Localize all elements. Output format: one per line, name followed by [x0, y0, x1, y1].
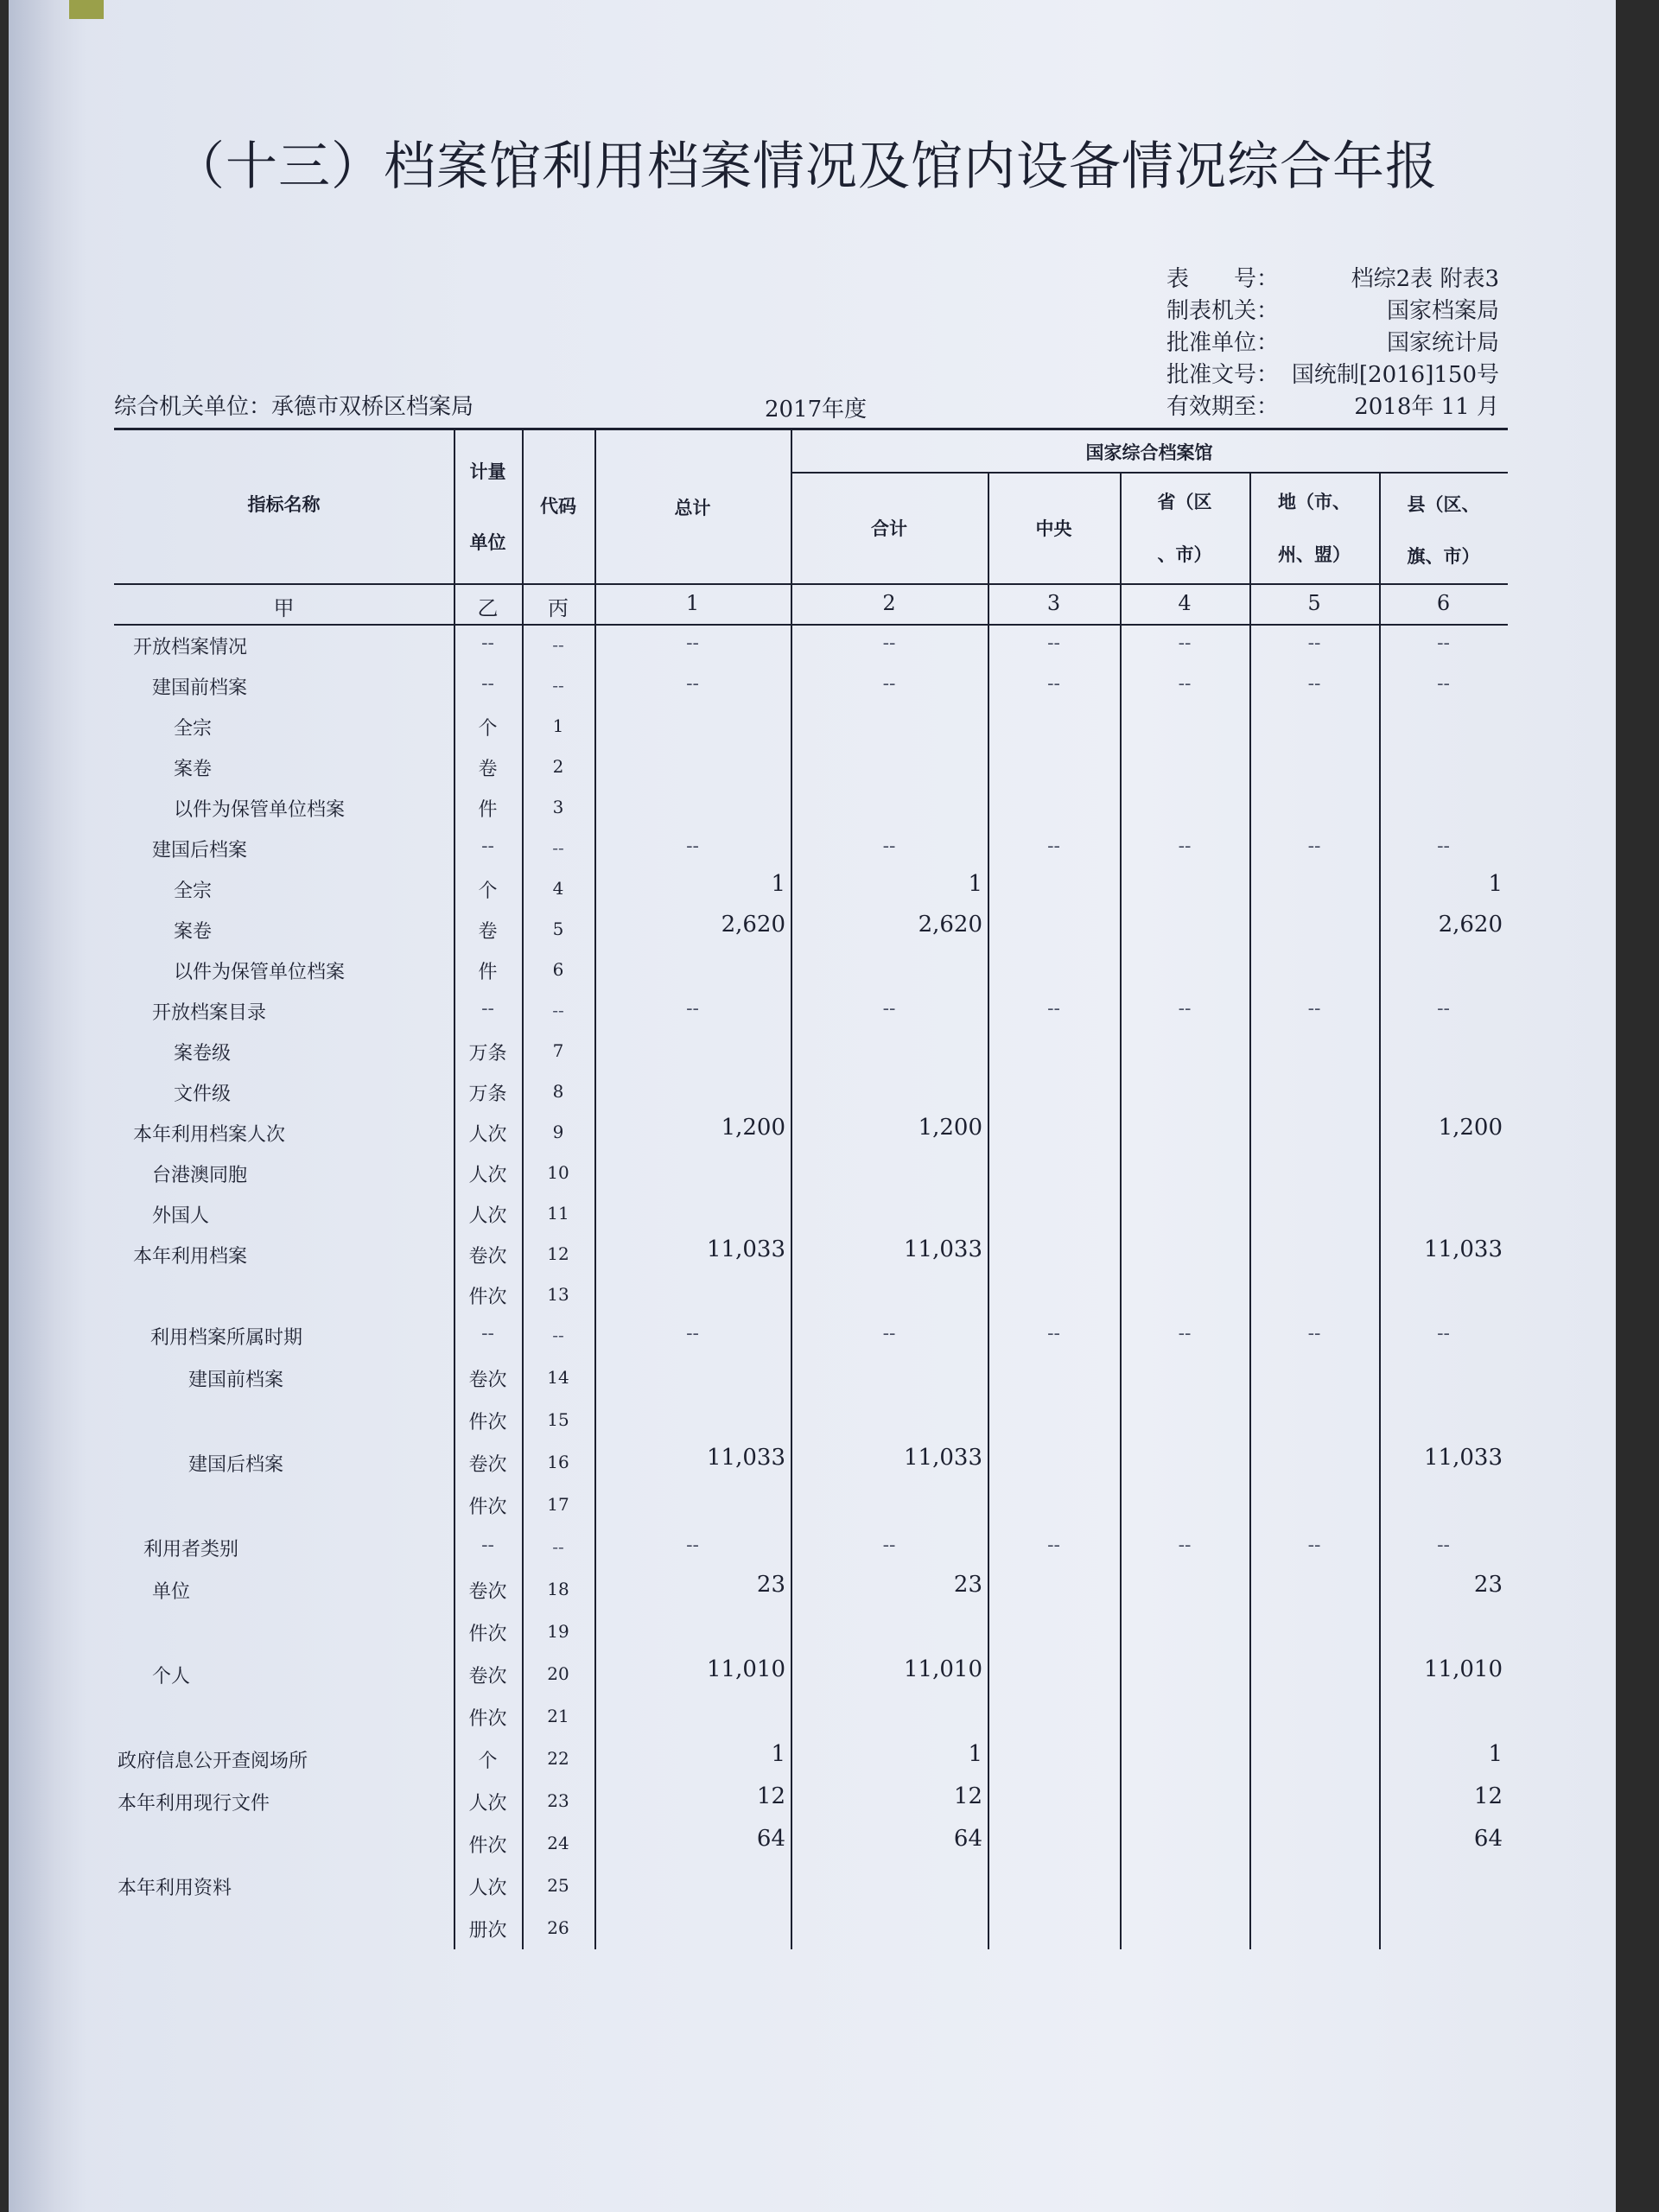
value-cell: 12	[1473, 1783, 1503, 1809]
meta-label: 表 号：	[1166, 266, 1280, 292]
unit-cell: 卷次	[468, 1581, 507, 1603]
value-dash: --	[1437, 632, 1450, 654]
value-dash: --	[1178, 998, 1192, 1020]
unit-cell: 件次	[468, 1287, 507, 1308]
meta-value: 国家统计局	[1386, 330, 1499, 356]
value-cell: 12	[756, 1783, 785, 1809]
unit-cell: --	[481, 673, 494, 695]
value-dash: --	[686, 1323, 699, 1344]
value-dash: --	[882, 673, 896, 695]
indicator-name: 开放档案目录	[152, 1002, 267, 1024]
value-cell: 11,033	[707, 1445, 785, 1471]
indicator-name: 全宗	[174, 718, 213, 740]
indicator-name: 利用者类别	[143, 1539, 239, 1560]
value-cell: 64	[953, 1826, 982, 1852]
value-dash: --	[1047, 673, 1060, 695]
value-dash: --	[882, 632, 896, 654]
value-cell: 23	[953, 1572, 982, 1598]
indicator-name: 单位	[152, 1581, 191, 1603]
code-cell: 25	[547, 1875, 569, 1896]
code-cell: 20	[547, 1663, 569, 1684]
value-dash: --	[1047, 998, 1060, 1020]
code-cell: 26	[547, 1917, 569, 1938]
header-province: 、市）	[1157, 544, 1212, 565]
indicator-name: 外国人	[152, 1205, 210, 1227]
indicator-name: 本年利用档案	[133, 1246, 248, 1268]
meta-label: 批准文号：	[1166, 362, 1280, 388]
value-cell: 11,010	[707, 1656, 785, 1682]
value-dash: --	[1307, 998, 1321, 1020]
unit-cell: 件	[478, 799, 498, 821]
value-dash: --	[686, 632, 699, 654]
value-cell: 1	[1488, 1741, 1503, 1767]
header-group: 国家综合档案馆	[1085, 442, 1213, 463]
header-sum: 合计	[871, 518, 907, 539]
indicator-name: 建国后档案	[152, 840, 248, 861]
code-cell: --	[552, 837, 564, 858]
indicator-name: 建国前档案	[152, 677, 248, 699]
column-index: 1	[685, 591, 700, 615]
value-cell: 2,620	[1438, 912, 1503, 938]
meta-value: 国家档案局	[1386, 298, 1499, 324]
code-cell: 19	[547, 1621, 569, 1642]
value-dash: --	[882, 1323, 896, 1344]
value-cell: 2,620	[918, 912, 982, 938]
table-rule	[791, 429, 792, 1949]
code-cell: 8	[552, 1081, 564, 1102]
value-dash: --	[1178, 673, 1192, 695]
unit-cell: 卷	[478, 759, 498, 780]
meta-value: 国统制[2016]150号	[1291, 362, 1499, 388]
value-dash: --	[1047, 836, 1060, 857]
unit-cell: 个	[478, 880, 498, 902]
value-dash: --	[1178, 1323, 1192, 1344]
meta-value: 档综2表 附表3	[1351, 266, 1499, 292]
code-cell: 22	[547, 1748, 569, 1769]
value-dash: --	[686, 673, 699, 695]
value-cell: 64	[756, 1826, 785, 1852]
value-cell: 1	[1488, 871, 1503, 897]
unit-cell: 卷	[478, 921, 498, 943]
header-province: 省（区	[1157, 492, 1212, 512]
indicator-name: 建国前档案	[188, 1370, 284, 1391]
unit-cell: 件	[478, 962, 498, 983]
value-dash: --	[1307, 632, 1321, 654]
indicator-name: 台港澳同胞	[152, 1165, 248, 1186]
header-unit: 计量	[469, 461, 506, 482]
code-cell: 11	[547, 1203, 569, 1224]
column-index: 2	[882, 591, 896, 615]
value-cell: 11,010	[904, 1656, 982, 1682]
unit-cell: 卷次	[468, 1666, 507, 1688]
value-cell: 1	[771, 871, 785, 897]
value-cell: 1	[968, 871, 982, 897]
header-unit: 单位	[469, 532, 506, 553]
unit-cell: --	[481, 836, 494, 857]
value-dash: --	[1437, 1535, 1450, 1556]
meta-value: 2018年 11 月	[1354, 394, 1499, 420]
code-cell: 12	[547, 1243, 569, 1264]
code-cell: 2	[552, 756, 564, 777]
value-dash: --	[1178, 1535, 1192, 1556]
value-dash: --	[1437, 1323, 1450, 1344]
indicator-name: 本年利用现行文件	[118, 1793, 270, 1815]
value-cell: 1,200	[918, 1115, 982, 1141]
value-cell: 11,033	[1424, 1445, 1503, 1471]
value-dash: --	[1307, 1535, 1321, 1556]
value-cell: 11,033	[904, 1236, 982, 1262]
unit-cell: --	[481, 1535, 494, 1556]
unit-cell: 卷次	[468, 1454, 507, 1476]
unit-cell: 人次	[468, 1878, 507, 1899]
header-prefecture: 地（市、	[1278, 492, 1351, 512]
meta-row	[1166, 264, 1499, 296]
unit-cell: 人次	[468, 1124, 507, 1146]
table-rule	[114, 583, 1508, 585]
table-rule	[114, 624, 1508, 626]
value-dash: --	[1307, 836, 1321, 857]
indicator-name: 案卷	[174, 921, 213, 943]
unit-cell: 个	[478, 1751, 498, 1772]
header-county: 县（区、	[1407, 494, 1480, 515]
code-cell: 6	[552, 959, 564, 980]
header-county: 旗、市）	[1407, 546, 1480, 567]
value-cell: 12	[953, 1783, 982, 1809]
indicator-name: 全宗	[174, 880, 213, 902]
indicator-name: 以件为保管单位档案	[174, 962, 346, 983]
column-index: 3	[1046, 591, 1061, 615]
unit-cell: 卷次	[468, 1246, 507, 1268]
column-index: 4	[1178, 591, 1192, 615]
reporting-unit: 综合机关单位：承德市双桥区档案局	[114, 394, 474, 420]
column-index: 6	[1436, 591, 1451, 615]
code-cell: 14	[547, 1367, 569, 1388]
code-cell: 17	[547, 1494, 569, 1515]
code-cell: 15	[547, 1409, 569, 1430]
code-cell: 21	[547, 1706, 569, 1726]
code-cell: 24	[547, 1833, 569, 1853]
indicator-name: 政府信息公开查阅场所	[118, 1751, 308, 1772]
unit-cell: 万条	[468, 1043, 507, 1065]
code-cell: --	[552, 1536, 564, 1557]
column-index: 乙	[477, 596, 499, 620]
meta-row	[1166, 296, 1499, 327]
value-dash: --	[1047, 632, 1060, 654]
unit-cell: 件次	[468, 1412, 507, 1433]
form-meta	[1166, 264, 1499, 423]
value-dash: --	[1307, 673, 1321, 695]
code-cell: 7	[552, 1040, 564, 1061]
unit-cell: 人次	[468, 1165, 507, 1186]
value-cell: 11,033	[904, 1445, 982, 1471]
indicator-name: 开放档案情况	[133, 637, 248, 658]
column-index: 甲	[273, 596, 295, 620]
value-dash: --	[686, 998, 699, 1020]
column-index: 5	[1307, 591, 1321, 615]
meta-row	[1166, 391, 1499, 423]
value-dash: --	[1437, 673, 1450, 695]
value-cell: 11,033	[1424, 1236, 1503, 1262]
indicator-name: 案卷级	[174, 1043, 232, 1065]
value-dash: --	[882, 998, 896, 1020]
header-prefecture: 州、盟）	[1278, 544, 1351, 565]
value-dash: --	[1178, 632, 1192, 654]
meta-label: 制表机关：	[1166, 298, 1280, 324]
report-title: （十三）档案馆利用档案情况及馆内设备情况综合年报	[173, 137, 1438, 197]
indicator-name: 建国后档案	[188, 1454, 284, 1476]
value-dash: --	[1178, 836, 1192, 857]
header-code: 代码	[540, 496, 576, 517]
indicator-name: 利用档案所属时期	[150, 1327, 303, 1349]
unit-cell: 个	[478, 718, 498, 740]
code-cell: 5	[552, 918, 564, 939]
unit-cell: --	[481, 998, 494, 1020]
value-dash: --	[1437, 836, 1450, 857]
code-cell: 4	[552, 878, 564, 899]
unit-cell: 册次	[468, 1920, 507, 1942]
unit-cell: 件次	[468, 1835, 507, 1857]
value-cell: 23	[1473, 1572, 1503, 1598]
indicator-name: 本年利用资料	[118, 1878, 232, 1899]
value-cell: 1,200	[1438, 1115, 1503, 1141]
value-cell: 1	[771, 1741, 785, 1767]
unit-cell: 卷次	[468, 1370, 507, 1391]
column-index: 丙	[548, 596, 569, 620]
background-corner	[69, 0, 104, 19]
code-cell: 23	[547, 1790, 569, 1811]
value-dash: --	[686, 1535, 699, 1556]
table-rule	[594, 429, 596, 1949]
code-cell: 10	[547, 1162, 569, 1183]
value-cell: 2,620	[721, 912, 785, 938]
report-year: 2017年度	[765, 397, 868, 423]
meta-label: 批准单位：	[1166, 330, 1280, 356]
indicator-name: 以件为保管单位档案	[174, 799, 346, 821]
unit-cell: 人次	[468, 1205, 507, 1227]
value-dash: --	[882, 1535, 896, 1556]
code-cell: --	[552, 675, 564, 696]
unit-cell: 人次	[468, 1793, 507, 1815]
value-dash: --	[1307, 1323, 1321, 1344]
value-cell: 64	[1473, 1826, 1503, 1852]
code-cell: 9	[552, 1122, 564, 1142]
code-cell: 18	[547, 1579, 569, 1599]
meta-row	[1166, 359, 1499, 391]
page-binding-shadow	[9, 0, 86, 2212]
code-cell: --	[552, 1325, 564, 1345]
unit-cell: 万条	[468, 1084, 507, 1105]
indicator-name: 本年利用档案人次	[133, 1124, 286, 1146]
table-rule	[791, 472, 1508, 474]
value-cell: 11,010	[1424, 1656, 1503, 1682]
unit-cell: 件次	[468, 1497, 507, 1518]
value-dash: --	[1047, 1323, 1060, 1344]
indicator-name: 文件级	[174, 1084, 232, 1105]
value-dash: --	[882, 836, 896, 857]
header-central: 中央	[1035, 518, 1072, 539]
value-cell: 1	[968, 1741, 982, 1767]
unit-cell: --	[481, 632, 494, 654]
header-name: 指标名称	[247, 494, 321, 515]
unit-cell: --	[481, 1323, 494, 1344]
code-cell: 13	[547, 1284, 569, 1305]
value-dash: --	[686, 836, 699, 857]
value-cell: 23	[756, 1572, 785, 1598]
code-cell: --	[552, 1000, 564, 1020]
value-dash: --	[1437, 998, 1450, 1020]
unit-cell: 件次	[468, 1624, 507, 1645]
code-cell: 3	[552, 797, 564, 817]
value-dash: --	[1047, 1535, 1060, 1556]
meta-label: 有效期至：	[1166, 394, 1280, 420]
value-cell: 1,200	[721, 1115, 785, 1141]
indicator-name: 个人	[152, 1666, 191, 1688]
unit-cell: 件次	[468, 1708, 507, 1730]
code-cell: --	[552, 634, 564, 655]
code-cell: 16	[547, 1452, 569, 1472]
code-cell: 1	[552, 715, 564, 736]
indicator-name: 案卷	[174, 759, 213, 780]
table-rule	[114, 428, 1508, 430]
value-cell: 11,033	[707, 1236, 785, 1262]
header-total: 总计	[674, 498, 711, 518]
meta-row	[1166, 327, 1499, 359]
